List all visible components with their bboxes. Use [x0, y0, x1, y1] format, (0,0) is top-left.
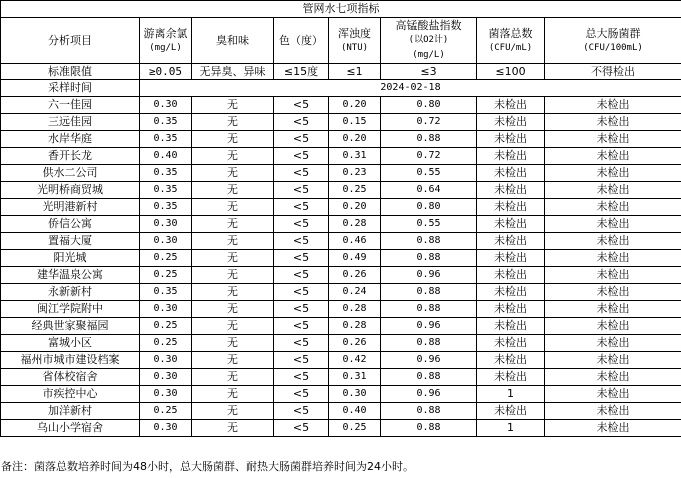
cell-bacteria: 未检出: [477, 199, 545, 216]
table-row: [1, 403, 681, 420]
header-color: 色（度）: [274, 18, 329, 64]
cell-site: 阳光城: [1, 250, 140, 267]
cell-color: <5: [274, 352, 329, 369]
cell-turbidity: 0.46: [329, 233, 381, 250]
table-row: [1, 284, 681, 301]
cell-site: 加洋新村: [1, 403, 140, 420]
cell-cod: 0.72: [381, 114, 477, 131]
table-row: [1, 131, 681, 148]
cell-odor: 无: [192, 403, 274, 420]
cell-site: 供水二公司: [1, 165, 140, 182]
cell-odor: 无: [192, 369, 274, 386]
table-title: 管网水七项指标: [1, 1, 681, 18]
cell-odor: 无: [192, 420, 274, 437]
cell-turbidity: 0.20: [329, 97, 381, 114]
cell-cod: 0.96: [381, 386, 477, 403]
cell-turbidity: 0.20: [329, 199, 381, 216]
cell-chlorine: 0.30: [140, 97, 192, 114]
cell-bacteria: 未检出: [477, 284, 545, 301]
cell-turbidity: 0.42: [329, 352, 381, 369]
cell-color: <5: [274, 301, 329, 318]
cell-cod: 0.88: [381, 403, 477, 420]
cell-color: <5: [274, 318, 329, 335]
sampling-date: 2024-02-18: [140, 80, 681, 97]
cell-coliform: 未检出: [545, 284, 681, 301]
cell-coliform: 未检出: [545, 386, 681, 403]
cell-site: 置福大厦: [1, 233, 140, 250]
cell-bacteria: 未检出: [477, 267, 545, 284]
cell-bacteria: 未检出: [477, 301, 545, 318]
cell-odor: 无: [192, 199, 274, 216]
table-row: [1, 199, 681, 216]
table-row: [1, 97, 681, 114]
cell-color: <5: [274, 335, 329, 352]
table-row: [1, 267, 681, 284]
cell-cod: 0.96: [381, 267, 477, 284]
cell-odor: 无: [192, 284, 274, 301]
cell-site: 三远佳园: [1, 114, 140, 131]
cell-bacteria: 未检出: [477, 182, 545, 199]
sampling-row: [1, 80, 681, 97]
cell-coliform: 未检出: [545, 403, 681, 420]
table-row: [1, 165, 681, 182]
standard-coliform: 不得检出: [545, 64, 681, 80]
cell-color: <5: [274, 233, 329, 250]
cell-cod: 0.88: [381, 301, 477, 318]
cell-chlorine: 0.30: [140, 301, 192, 318]
cell-chlorine: 0.35: [140, 182, 192, 199]
cell-coliform: 未检出: [545, 352, 681, 369]
cell-odor: 无: [192, 352, 274, 369]
cell-site: 香开长龙: [1, 148, 140, 165]
cell-color: <5: [274, 199, 329, 216]
table-row: [1, 352, 681, 369]
cell-cod: 0.88: [381, 369, 477, 386]
table-row: [1, 335, 681, 352]
cell-coliform: 未检出: [545, 318, 681, 335]
standard-bacteria: ≤100: [477, 64, 545, 80]
cell-coliform: 未检出: [545, 148, 681, 165]
cell-color: <5: [274, 250, 329, 267]
cell-cod: 0.80: [381, 97, 477, 114]
cell-chlorine: 0.30: [140, 233, 192, 250]
cell-site: 光明桥商贸城: [1, 182, 140, 199]
cell-coliform: 未检出: [545, 233, 681, 250]
cell-cod: 0.88: [381, 284, 477, 301]
cell-odor: 无: [192, 301, 274, 318]
cell-bacteria: 未检出: [477, 148, 545, 165]
cell-turbidity: 0.23: [329, 165, 381, 182]
cell-site: 建华温泉公寓: [1, 267, 140, 284]
standard-chlorine: ≥0.05: [140, 64, 192, 80]
cell-bacteria: 1: [477, 420, 545, 437]
cell-coliform: 未检出: [545, 199, 681, 216]
cell-chlorine: 0.25: [140, 335, 192, 352]
cell-bacteria: 未检出: [477, 403, 545, 420]
cell-odor: 无: [192, 250, 274, 267]
cell-cod: 0.55: [381, 216, 477, 233]
cell-turbidity: 0.15: [329, 114, 381, 131]
cell-chlorine: 0.25: [140, 403, 192, 420]
cell-turbidity: 0.25: [329, 420, 381, 437]
cell-cod: 0.72: [381, 148, 477, 165]
cell-chlorine: 0.30: [140, 420, 192, 437]
cell-chlorine: 0.30: [140, 216, 192, 233]
cell-color: <5: [274, 267, 329, 284]
cell-turbidity: 0.28: [329, 318, 381, 335]
cell-color: <5: [274, 114, 329, 131]
table-row: [1, 369, 681, 386]
standard-odor: 无异臭、异味: [192, 64, 274, 80]
cell-cod: 0.88: [381, 250, 477, 267]
cell-odor: 无: [192, 114, 274, 131]
standard-cod: ≤3: [381, 64, 477, 80]
standard-row: [1, 64, 681, 80]
cell-bacteria: 未检出: [477, 97, 545, 114]
cell-coliform: 未检出: [545, 182, 681, 199]
table-row: [1, 420, 681, 437]
cell-turbidity: 0.24: [329, 284, 381, 301]
table-row: [1, 148, 681, 165]
cell-color: <5: [274, 182, 329, 199]
cell-cod: 0.88: [381, 131, 477, 148]
cell-turbidity: 0.31: [329, 148, 381, 165]
cell-coliform: 未检出: [545, 369, 681, 386]
cell-odor: 无: [192, 386, 274, 403]
cell-turbidity: 0.28: [329, 301, 381, 318]
cell-chlorine: 0.40: [140, 148, 192, 165]
cell-site: 永新新村: [1, 284, 140, 301]
cell-coliform: 未检出: [545, 420, 681, 437]
cell-chlorine: 0.35: [140, 114, 192, 131]
cell-bacteria: 1: [477, 386, 545, 403]
cell-site: 经典世家聚福园: [1, 318, 140, 335]
header-row: [1, 18, 681, 64]
cell-site: 光明港新村: [1, 199, 140, 216]
table-row: [1, 301, 681, 318]
cell-cod: 0.96: [381, 318, 477, 335]
cell-odor: 无: [192, 216, 274, 233]
cell-turbidity: 0.26: [329, 335, 381, 352]
cell-bacteria: 未检出: [477, 352, 545, 369]
cell-site: 市疾控中心: [1, 386, 140, 403]
table-row: [1, 114, 681, 131]
cell-odor: 无: [192, 97, 274, 114]
cell-site: 闽江学院附中: [1, 301, 140, 318]
cell-cod: 0.88: [381, 420, 477, 437]
cell-turbidity: 0.28: [329, 216, 381, 233]
standard-turbidity: ≤1: [329, 64, 381, 80]
cell-color: <5: [274, 386, 329, 403]
cell-chlorine: 0.25: [140, 318, 192, 335]
cell-turbidity: 0.20: [329, 131, 381, 148]
cell-bacteria: 未检出: [477, 335, 545, 352]
cell-turbidity: 0.40: [329, 403, 381, 420]
sampling-label: 采样时间: [1, 80, 140, 97]
cell-color: <5: [274, 97, 329, 114]
cell-coliform: 未检出: [545, 267, 681, 284]
footnote: 备注：菌落总数培养时间为48小时，总大肠菌群、耐热大肠菌群培养时间为24小时。: [1, 460, 414, 473]
cell-color: <5: [274, 403, 329, 420]
cell-turbidity: 0.25: [329, 182, 381, 199]
header-coliform: 总大肠菌群 (CFU/100mL): [545, 18, 681, 64]
cell-turbidity: 0.30: [329, 386, 381, 403]
standard-color: ≤15度: [274, 64, 329, 80]
table-row: [1, 386, 681, 403]
cell-chlorine: 0.35: [140, 131, 192, 148]
table-row: [1, 216, 681, 233]
cell-color: <5: [274, 216, 329, 233]
header-odor: 臭和味: [192, 18, 274, 64]
cell-bacteria: 未检出: [477, 250, 545, 267]
cell-coliform: 未检出: [545, 97, 681, 114]
cell-turbidity: 0.49: [329, 250, 381, 267]
header-chlorine: 游离余氯 (mg/L): [140, 18, 192, 64]
cell-bacteria: 未检出: [477, 318, 545, 335]
cell-bacteria: 未检出: [477, 233, 545, 250]
standard-label: 标准限值: [1, 64, 140, 80]
cell-odor: 无: [192, 318, 274, 335]
cell-site: 六一佳园: [1, 97, 140, 114]
cell-coliform: 未检出: [545, 250, 681, 267]
cell-bacteria: 未检出: [477, 131, 545, 148]
header-turbidity: 浑浊度 (NTU): [329, 18, 381, 64]
cell-cod: 0.88: [381, 233, 477, 250]
cell-coliform: 未检出: [545, 335, 681, 352]
cell-site: 福州市城市建设档案: [1, 352, 140, 369]
table-row: [1, 233, 681, 250]
cell-chlorine: 0.35: [140, 284, 192, 301]
cell-cod: 0.55: [381, 165, 477, 182]
cell-site: 富城小区: [1, 335, 140, 352]
cell-cod: 0.96: [381, 352, 477, 369]
table-row: [1, 318, 681, 335]
cell-color: <5: [274, 369, 329, 386]
cell-chlorine: 0.35: [140, 199, 192, 216]
table-row: [1, 182, 681, 199]
cell-odor: 无: [192, 335, 274, 352]
header-cod: 高锰酸盐指数 (以O2计) (mg/L): [381, 18, 477, 64]
cell-color: <5: [274, 131, 329, 148]
table-row: [1, 250, 681, 267]
cell-bacteria: 未检出: [477, 114, 545, 131]
cell-color: <5: [274, 420, 329, 437]
cell-bacteria: 未检出: [477, 369, 545, 386]
header-bacteria: 菌落总数 (CFU/mL): [477, 18, 545, 64]
cell-site: 省体校宿舍: [1, 369, 140, 386]
cell-coliform: 未检出: [545, 131, 681, 148]
cell-cod: 0.80: [381, 199, 477, 216]
cell-odor: 无: [192, 131, 274, 148]
cell-odor: 无: [192, 165, 274, 182]
cell-chlorine: 0.35: [140, 165, 192, 182]
cell-chlorine: 0.25: [140, 250, 192, 267]
cell-coliform: 未检出: [545, 216, 681, 233]
cell-chlorine: 0.30: [140, 369, 192, 386]
cell-coliform: 未检出: [545, 165, 681, 182]
cell-site: 乌山小学宿舍: [1, 420, 140, 437]
cell-chlorine: 0.25: [140, 267, 192, 284]
cell-cod: 0.64: [381, 182, 477, 199]
cell-odor: 无: [192, 233, 274, 250]
cell-color: <5: [274, 148, 329, 165]
cell-odor: 无: [192, 148, 274, 165]
cell-cod: 0.88: [381, 335, 477, 352]
cell-turbidity: 0.31: [329, 369, 381, 386]
cell-odor: 无: [192, 182, 274, 199]
cell-chlorine: 0.30: [140, 352, 192, 369]
cell-site: 水岸华庭: [1, 131, 140, 148]
cell-site: 侨信公寓: [1, 216, 140, 233]
cell-odor: 无: [192, 267, 274, 284]
cell-color: <5: [274, 284, 329, 301]
cell-coliform: 未检出: [545, 301, 681, 318]
cell-chlorine: 0.30: [140, 386, 192, 403]
cell-color: <5: [274, 165, 329, 182]
cell-coliform: 未检出: [545, 114, 681, 131]
cell-bacteria: 未检出: [477, 165, 545, 182]
cell-bacteria: 未检出: [477, 216, 545, 233]
cell-turbidity: 0.26: [329, 267, 381, 284]
header-item: 分析项目: [1, 18, 140, 64]
